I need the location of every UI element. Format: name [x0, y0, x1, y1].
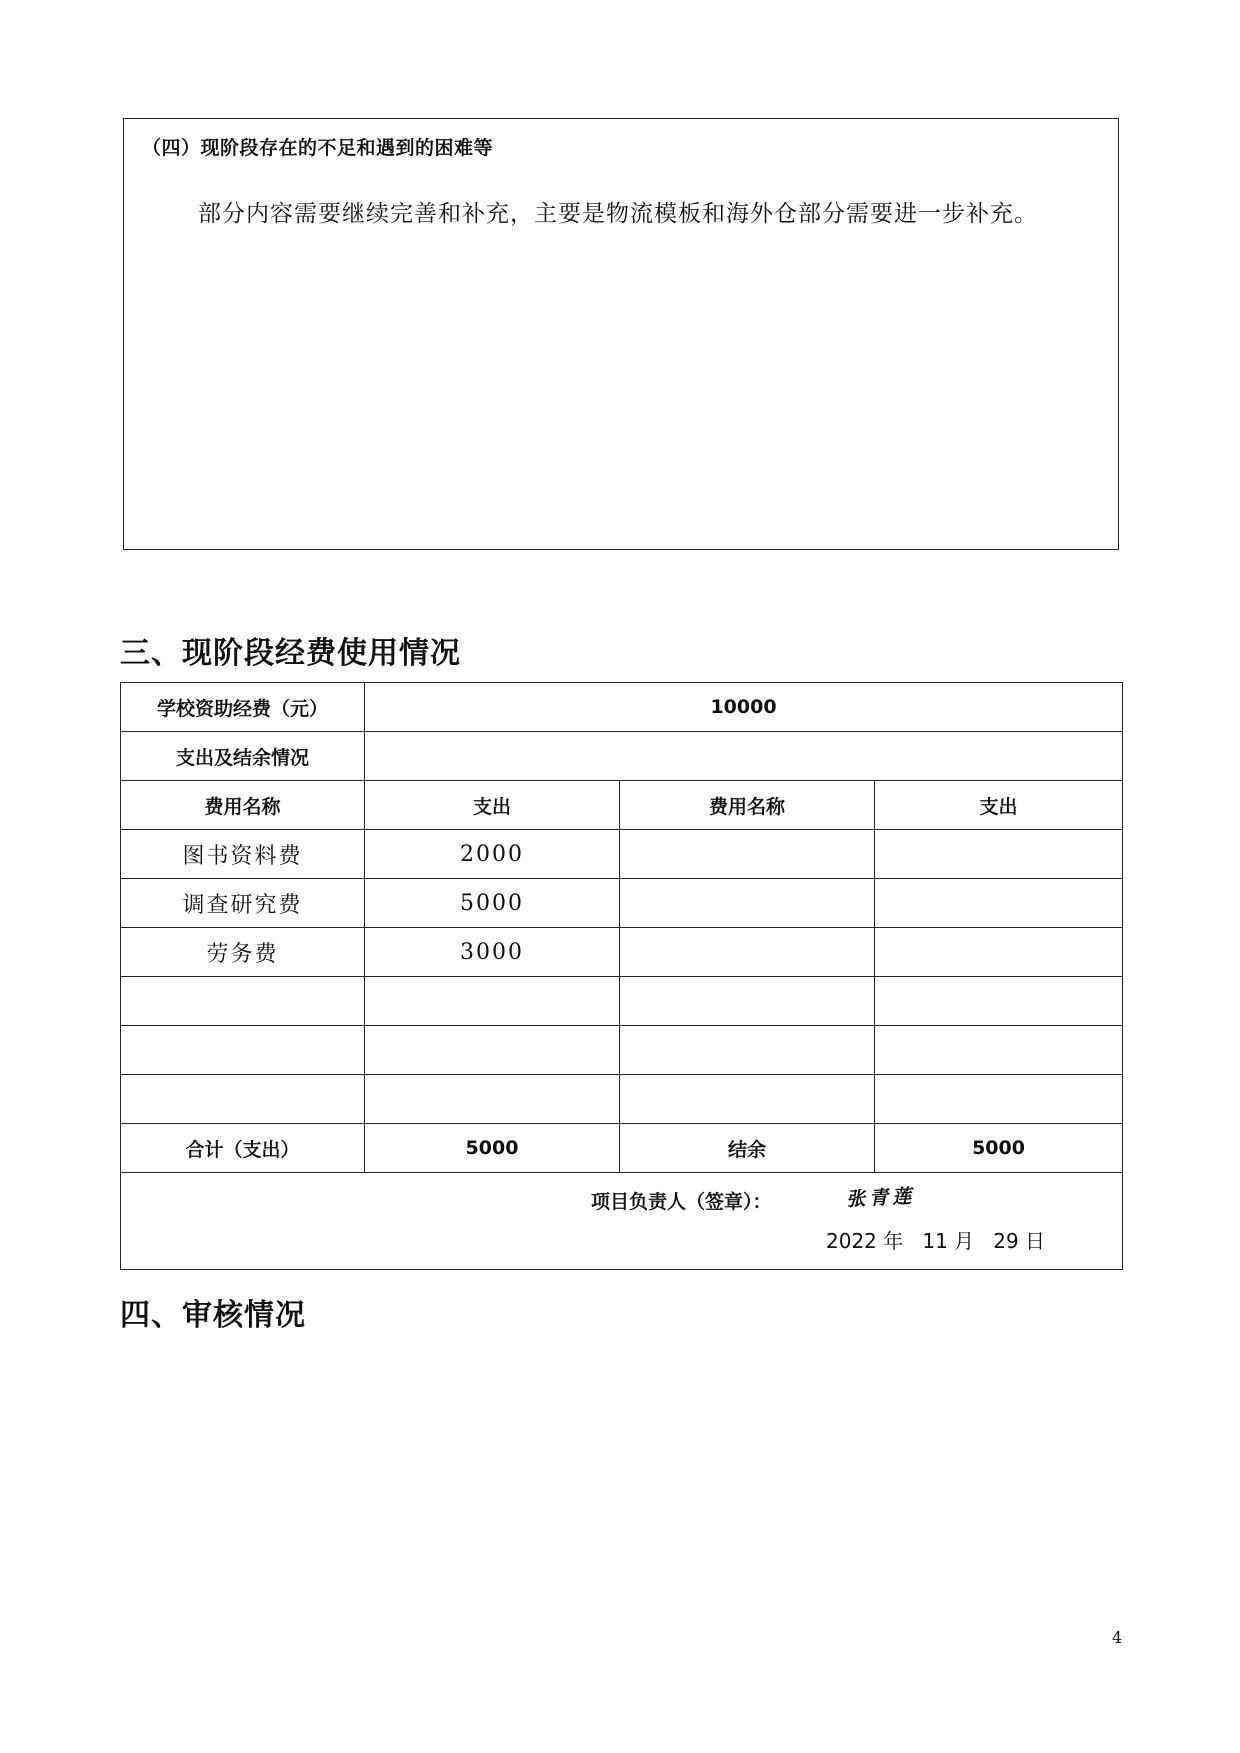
balance-label: 支出及结余情况 — [121, 732, 365, 781]
table-row — [121, 1075, 1123, 1124]
date-line — [826, 1225, 1045, 1254]
table-row — [121, 830, 1123, 879]
table-cell — [875, 1075, 1123, 1124]
table-cell — [620, 879, 875, 928]
date-day-unit: 日 — [1025, 1229, 1046, 1253]
total-label: 合计（支出） — [121, 1124, 365, 1173]
table-cell — [620, 830, 875, 879]
funding-value: 10000 — [365, 683, 1123, 732]
balance-row — [121, 732, 1123, 781]
table-cell: 2000 — [365, 830, 620, 879]
table-cell: 5000 — [365, 879, 620, 928]
date-year: 2022 — [826, 1229, 877, 1253]
table-cell — [365, 977, 620, 1026]
table-cell — [620, 977, 875, 1026]
table-row — [121, 879, 1123, 928]
table-cell: 劳务费 — [121, 928, 365, 977]
table-cell — [875, 830, 1123, 879]
table-cell — [121, 1075, 365, 1124]
difficulties-text: 部分内容需要继续完善和补充，主要是物流模板和海外仓部分需要进一步补充。 — [198, 201, 1038, 227]
remainder-label: 结余 — [620, 1124, 875, 1173]
funding-label: 学校资助经费（元） — [121, 683, 365, 732]
table-cell — [875, 977, 1123, 1026]
total-row — [121, 1124, 1123, 1173]
table-cell — [365, 1075, 620, 1124]
table-cell — [875, 879, 1123, 928]
total-value: 5000 — [365, 1124, 620, 1173]
balance-value — [365, 732, 1123, 781]
table-cell — [620, 1075, 875, 1124]
table-cell — [121, 1026, 365, 1075]
col-header-expense-1: 支出 — [365, 781, 620, 830]
date-day: 29 — [993, 1229, 1019, 1253]
table-row — [121, 1026, 1123, 1075]
table-cell — [620, 1026, 875, 1075]
column-header-row — [121, 781, 1123, 830]
col-header-name-2: 费用名称 — [620, 781, 875, 830]
signer-label: 项目负责人（签章）： — [591, 1191, 772, 1213]
section-three-title: 三、现阶段经费使用情况 — [120, 636, 461, 671]
table-cell — [365, 1026, 620, 1075]
table-row — [121, 977, 1123, 1026]
page-number: 4 — [1112, 1628, 1123, 1647]
signature-cell — [121, 1173, 1123, 1270]
signature-row — [121, 1173, 1123, 1270]
handwritten-signature: 张青莲 — [845, 1185, 916, 1211]
table-cell — [875, 928, 1123, 977]
date-month: 11 — [922, 1229, 948, 1253]
table-cell: 3000 — [365, 928, 620, 977]
table-row — [121, 928, 1123, 977]
table-cell: 调查研究费 — [121, 879, 365, 928]
table-cell — [875, 1026, 1123, 1075]
col-header-name-1: 费用名称 — [121, 781, 365, 830]
difficulties-box — [123, 118, 1119, 550]
table-cell — [620, 928, 875, 977]
date-year-unit: 年 — [883, 1229, 904, 1253]
table-cell: 图书资料费 — [121, 830, 365, 879]
remainder-value: 5000 — [875, 1124, 1123, 1173]
difficulties-heading: （四）现阶段存在的不足和遇到的困难等 — [142, 137, 494, 159]
date-month-unit: 月 — [954, 1229, 975, 1253]
funding-row — [121, 683, 1123, 732]
section-four-title: 四、审核情况 — [120, 1298, 306, 1333]
table-cell — [121, 977, 365, 1026]
col-header-expense-2: 支出 — [875, 781, 1123, 830]
funding-table — [120, 682, 1123, 1270]
